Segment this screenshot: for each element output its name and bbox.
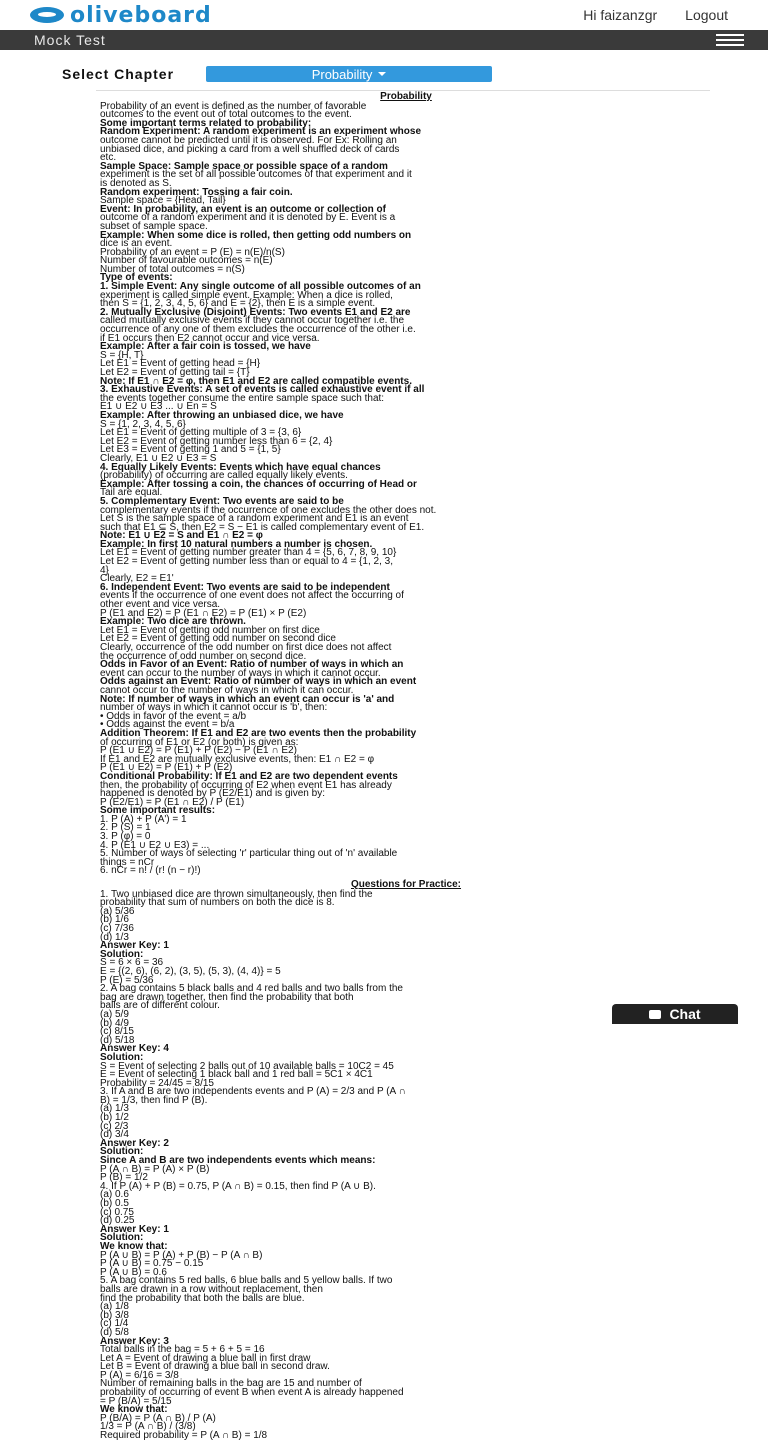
content-line: Solution:: [100, 1146, 144, 1158]
content-line: Clearly, occurrence of the odd number on first dice does not affect: [100, 642, 392, 653]
content-line: Solution:: [100, 948, 144, 960]
content-line: event can occur to the number of ways in which it cannot occur.: [100, 667, 381, 679]
content-line: Type of events:: [100, 272, 173, 284]
content-line: 4. If P (A) + P (B) = 0.75, P (A ∩ B) = 0.15, then find P (A ∪ B).: [100, 1180, 376, 1192]
content-line: 4. P (E1 ∪ E2 ∪ E3) = ...: [100, 839, 210, 851]
content-line: E = Event of selecting 1 black ball and 1 red ball = 5C1 × 4C1: [100, 1069, 373, 1081]
content-line: Event: In probability, an event is an outcome or collection of: [100, 203, 386, 215]
content-line: Sample space = {Head, Tail}: [100, 195, 226, 207]
content-line: P (E) = 5/36: [100, 974, 154, 986]
content-line: (d) 0.25: [100, 1215, 135, 1227]
content-line: 5. Number of ways of selecting 'r' particular thing out of 'n' available: [100, 848, 398, 860]
content-line: Example: Two dice are thrown.: [100, 616, 246, 628]
content-line: Odds in Favor of an Event: Ratio of number of ways in which an: [100, 659, 404, 671]
content-line: (b) 3/8: [100, 1309, 129, 1321]
content-line: Number of total outcomes = n(S): [100, 263, 245, 275]
content-line: 2. P (S) = 1: [100, 822, 151, 834]
content-line: other event and vice versa.: [100, 599, 221, 611]
content-line: Some important terms related to probability:: [100, 117, 312, 129]
content-line: then S = {1, 2, 3, 4, 5, 6} and E = {2}, then E is a simple event.: [100, 298, 376, 310]
content-line: (c) 8/15: [100, 1026, 134, 1038]
menu-icon[interactable]: [716, 34, 744, 46]
content-line: 3. If A and B are two independents events and P (A) = 2/3 and P (A ∩: [100, 1086, 406, 1098]
content-line: 3. Exhaustive Events: A set of events is called exhaustive event if all: [100, 384, 425, 396]
content-line: 6. nCr = n! / (r! (n − r)!): [100, 865, 201, 877]
user-greeting[interactable]: Hi faizanzgr: [583, 7, 658, 23]
content-line: Example: After tossing a coin, the chances of occurring of Head or: [100, 478, 417, 490]
content-line: Let S is the sample space of a random experiment and E1 is an event: [100, 513, 409, 525]
content-line: (b) 1/2: [100, 1112, 129, 1124]
content-line: of occurring of E1 or E2 (or both) is given as:: [100, 736, 299, 748]
content-line: S = {H, T}: [100, 349, 144, 361]
content-line: (c) 7/36: [100, 923, 134, 934]
content-line: outcomes to the event out of total outcomes to the event.: [100, 109, 352, 121]
content-line: (a) 5/36: [100, 905, 135, 917]
content-line: (b) 0.5: [100, 1198, 129, 1209]
chat-button[interactable]: [612, 1004, 738, 1024]
content-line: 1. P (A) + P (A') = 1: [100, 813, 187, 825]
content-line: such that E1 ⊆ S, then E2 = S − E1 is called complementary event of E1.: [100, 521, 425, 533]
content-line: P (E1 ∪ E2) = P (E1) + P (E2) − P (E1 ∩ E2): [100, 745, 297, 757]
logo-icon: [30, 7, 64, 23]
content-line: P (E1 and E2) = P (E1 ∩ E2) = P (E1) × P (E2): [100, 607, 307, 619]
content-line: the occurrence of odd number on second dice.: [100, 650, 307, 662]
content-line: Let E1 = Event of getting number greater than 4 = {5, 6, 7, 8, 9, 10}: [100, 547, 397, 559]
user-links: [583, 7, 728, 23]
content-line: E1 ∪ E2 ∪ E3 ... ∪ En = S: [100, 401, 217, 413]
content-line: Some important results:: [100, 805, 216, 817]
content-line: Clearly, E2 = E1': [100, 573, 174, 585]
content-line: (d) 1/3: [100, 931, 129, 943]
content-line: the events together consume the entire sample space such that:: [100, 392, 385, 404]
content-line: Answer Key: 2: [100, 1137, 169, 1149]
content-line: 1. Two unbiased dice are thrown simultaneously, then find the: [100, 888, 373, 900]
content-line: unbiased dice, and picking a card from a well shuffled deck of cards: [100, 143, 400, 155]
content-line: Random Experiment: A random experiment is an experiment whose: [100, 126, 422, 138]
content-line: P (A ∪ B) = 0.6: [100, 1266, 167, 1278]
content-line: Let B = Event of drawing a blue ball in second draw.: [100, 1361, 330, 1373]
content-line: 4. Equally Likely Events: Events which have equal chances: [100, 461, 381, 473]
content-line: (a) 1/8: [100, 1301, 129, 1313]
content-line: Solution:: [100, 1232, 144, 1244]
content-line: 1. Simple Event: Any single outcome of all possible outcomes of an: [100, 281, 421, 293]
content-line: = P (B/A) = 5/15: [100, 1395, 172, 1407]
content-line: if E1 occurs then E2 cannot occur and vice versa.: [100, 332, 320, 344]
content-line: Let E3 = Event of getting 1 and 5 = {1, 5}: [100, 444, 281, 456]
content-line: (c) 1/4: [100, 1318, 129, 1330]
content-line: • Odds in favor of the event = a/b: [100, 710, 247, 722]
content-line: balls are drawn in a row without replacement, then: [100, 1283, 323, 1295]
content-line: 2. A bag contains 5 black balls and 4 red balls and two balls from the: [100, 983, 403, 995]
content-line: Conditional Probability: If E1 and E2 are two dependent events: [100, 770, 398, 782]
content-line: (a) 1/3: [100, 1103, 129, 1115]
logout-link[interactable]: Logout: [685, 7, 728, 23]
content-line: (c) 0.75: [100, 1206, 134, 1218]
content-line: cannot occur to the number of ways in which it can occur.: [100, 684, 354, 696]
content-line: Note: If number of ways in which an event can occur is 'a' and: [100, 693, 395, 705]
content-line: find the probability that both the balls are blue.: [100, 1292, 305, 1304]
content-line: Let E1 = Event of getting head = {H}: [100, 358, 261, 370]
caret-down-icon: [378, 72, 386, 76]
content-line: Odds against an Event: Ratio of number of ways in which an event: [100, 676, 417, 688]
content-line: experiment is the set of all possible outcomes of that experiment and it: [100, 169, 412, 181]
content-line: Let E2 = Event of getting number less than 6 = {2, 4}: [100, 435, 333, 447]
content-line: Number of favourable outcomes = n(E): [100, 255, 273, 267]
content-line: S = 6 × 6 = 36: [100, 957, 164, 969]
mock-test-title: Mock Test: [34, 32, 106, 48]
content-line: Let E2 = Event of getting number less than or equal to 4 = {1, 2, 3,: [100, 556, 393, 568]
content-line: We know that:: [100, 1240, 168, 1252]
content-line: Let A = Event of drawing a blue ball in first draw: [100, 1352, 311, 1364]
content-line: Example: When some dice is rolled, then getting odd numbers on: [100, 229, 412, 241]
content-line: Example: After a fair coin is tossed, we have: [100, 341, 311, 353]
content-line: Example: After throwing an unbiased dice, we have: [100, 409, 344, 421]
content-line: P (A ∩ B) = P (A) × P (B): [100, 1163, 210, 1175]
content-line: etc.: [100, 152, 117, 164]
content-line: Number of remaining balls in the bag are 15 and number of: [100, 1378, 362, 1390]
content-line: probability that sum of numbers on both the dice is 8.: [100, 897, 335, 909]
brand-logo[interactable]: [30, 3, 212, 28]
content-line: Sample Space: Sample space or possible space of a random: [100, 160, 388, 172]
content-line: Probability of an event is defined as the number of favorable: [100, 100, 367, 112]
content-line: occurrence of any one of them excludes the occurrence of the other i.e.: [100, 324, 416, 336]
content-line: Clearly, E1 ∪ E2 ∪ E3 = S: [100, 452, 217, 464]
content-line: Let E2 = Event of getting odd number on second dice: [100, 633, 336, 645]
content-line: Solution:: [100, 1051, 144, 1063]
content-line: complementary events if the occurrence of one excludes the other does not.: [100, 504, 437, 516]
content-line: Answer Key: 3: [100, 1335, 169, 1347]
content-line: subset of sample space.: [100, 220, 208, 232]
content-line: Random experiment: Tossing a fair coin.: [100, 186, 293, 198]
practice-section: [100, 888, 712, 1441]
content-line: (d) 5/8: [100, 1326, 129, 1338]
content-line: P (E2/E1) = P (E1 ∩ E2) / P (E1): [100, 796, 245, 808]
content-line: P (B) = 1/2: [100, 1172, 148, 1184]
content-line: Note: If E1 ∩ E2 = φ, then E1 and E2 are called compatible events.: [100, 375, 412, 387]
content-line: (probability) of occurring are called equally likely events.: [100, 470, 348, 482]
content-line: S = {1, 2, 3, 4, 5, 6}: [100, 418, 186, 430]
content-title: Probability: [380, 91, 432, 102]
content-line: number of ways in which it cannot occur is 'b', then:: [100, 702, 328, 714]
content-line: P (A ∪ B) = 0.75 − 0.15: [100, 1258, 204, 1270]
chat-icon: [649, 1010, 661, 1019]
content-line: then, the probability of occurring of E2 when event E1 has already: [100, 779, 392, 791]
content-line: 6. Independent Event: Two events are said to be independent: [100, 581, 390, 593]
chapter-content: [100, 93, 712, 1441]
content-line: outcome of a random experiment and it is denoted by E. Event is a: [100, 212, 396, 224]
content-line: bag are drawn together, then find the probability that both: [100, 991, 354, 1003]
brand-name: oliveboard: [70, 2, 212, 28]
content-line: Probability = 24/45 = 8/15: [100, 1077, 214, 1089]
content-line: (a) 5/9: [100, 1008, 129, 1020]
content-line: (c) 2/3: [100, 1120, 129, 1132]
content-line: Total balls in the bag = 5 + 6 + 5 = 16: [100, 1344, 265, 1356]
content-line: Probability of an event = P (E) = n(E)/n(S): [100, 246, 285, 258]
content-line: 3. P (φ) = 0: [100, 831, 151, 843]
content-line: Let E1 = Event of getting odd number on first dice: [100, 624, 320, 636]
chapter-dropdown[interactable]: [206, 66, 492, 82]
mock-test-bar: [0, 30, 768, 50]
content-line: B) = 1/3, then find P (B).: [100, 1094, 208, 1106]
content-line: We know that:: [100, 1404, 168, 1416]
content-line: Answer Key: 1: [100, 940, 169, 952]
content-line: experiment is called simple event. Example: When a dice is rolled,: [100, 289, 393, 301]
chat-label: Chat: [669, 1006, 701, 1022]
content-line: events if the occurrence of one event does not affect the occurring of: [100, 590, 404, 602]
content-line: 5. Complementary Event: Two events are said to be: [100, 495, 344, 507]
select-chapter-label: Select Chapter: [62, 66, 175, 82]
content-line: S = Event of selecting 2 balls out of 10 available balls = 10C2 = 45: [100, 1060, 394, 1072]
content-line: Note: E1 ∪ E2 = S and E1 ∩ E2 = φ: [100, 530, 263, 542]
content-line: (b) 4/9: [100, 1017, 129, 1029]
top-bar: [0, 0, 768, 30]
content-line: probability of occurring of event B when event A is already happened: [100, 1387, 404, 1399]
content-line: called mutually exclusive events if they cannot occur together i.e. the: [100, 315, 405, 327]
content-line: (b) 1/6: [100, 914, 129, 926]
content-line: Tail are equal.: [100, 487, 163, 499]
content-line: Addition Theorem: If E1 and E2 are two events then the probability: [100, 727, 417, 739]
content-line: 2. Mutually Exclusive (Disjoint) Events: Two events E1 and E2 are: [100, 306, 411, 318]
content-line: P (A ∪ B) = P (A) + P (B) − P (A ∩ B): [100, 1249, 263, 1261]
content-line: • Odds against the event = b/a: [100, 719, 235, 731]
content-line: P (B/A) = P (A ∩ B) / P (A): [100, 1412, 216, 1424]
content-line: Let E2 = Event of getting tail = {T}: [100, 367, 250, 378]
theory-section: [100, 100, 712, 877]
content-line: E = {(2, 6), (6, 2), (3, 5), (5, 3), (4, 4)} = 5: [100, 965, 281, 977]
content-line: P (A) = 6/16 = 3/8: [100, 1369, 179, 1381]
content-line: 5. A bag contains 5 red balls, 6 blue balls and 5 yellow balls. If two: [100, 1275, 393, 1287]
content-line: Required probability = P (A ∩ B) = 1/8: [100, 1430, 268, 1441]
content-line: is denoted as S.: [100, 177, 172, 189]
content-line: 1/3 = P (A ∩ B) / (3/8): [100, 1421, 196, 1433]
chapter-selector-row: [62, 64, 768, 84]
content-line: Let E1 = Event of getting multiple of 3 = {3, 6}: [100, 427, 302, 439]
content-line: Since A and B are two independents events which means:: [100, 1155, 376, 1167]
chapter-dropdown-value: Probability: [311, 66, 373, 82]
practice-title: Questions for Practice:: [350, 879, 462, 891]
content-line: Answer Key: 1: [100, 1223, 169, 1235]
content-line: 4}: [100, 564, 109, 576]
content-line: Answer Key: 4: [100, 1043, 169, 1055]
content-line: If E1 and E2 are mutually exclusive events, then: E1 ∩ E2 = φ: [100, 753, 375, 765]
content-line: outcome cannot be predicted until it is observed. For Ex: Rolling an: [100, 134, 397, 146]
content-line: things = nCr: [100, 856, 155, 868]
content-line: dice is an event.: [100, 238, 173, 250]
content-line: (d) 3/4: [100, 1129, 129, 1141]
content-line: balls are of different colour.: [100, 1000, 220, 1012]
content-line: happened is denoted by P (E2/E1) and is given by:: [100, 788, 325, 800]
content-line: (a) 0.6: [100, 1189, 129, 1201]
content-line: P (E1 ∪ E2) = P (E1) + P (E2): [100, 762, 233, 774]
content-line: (d) 5/18: [100, 1034, 135, 1046]
content-line: Example: In first 10 natural numbers a number is chosen.: [100, 538, 373, 550]
